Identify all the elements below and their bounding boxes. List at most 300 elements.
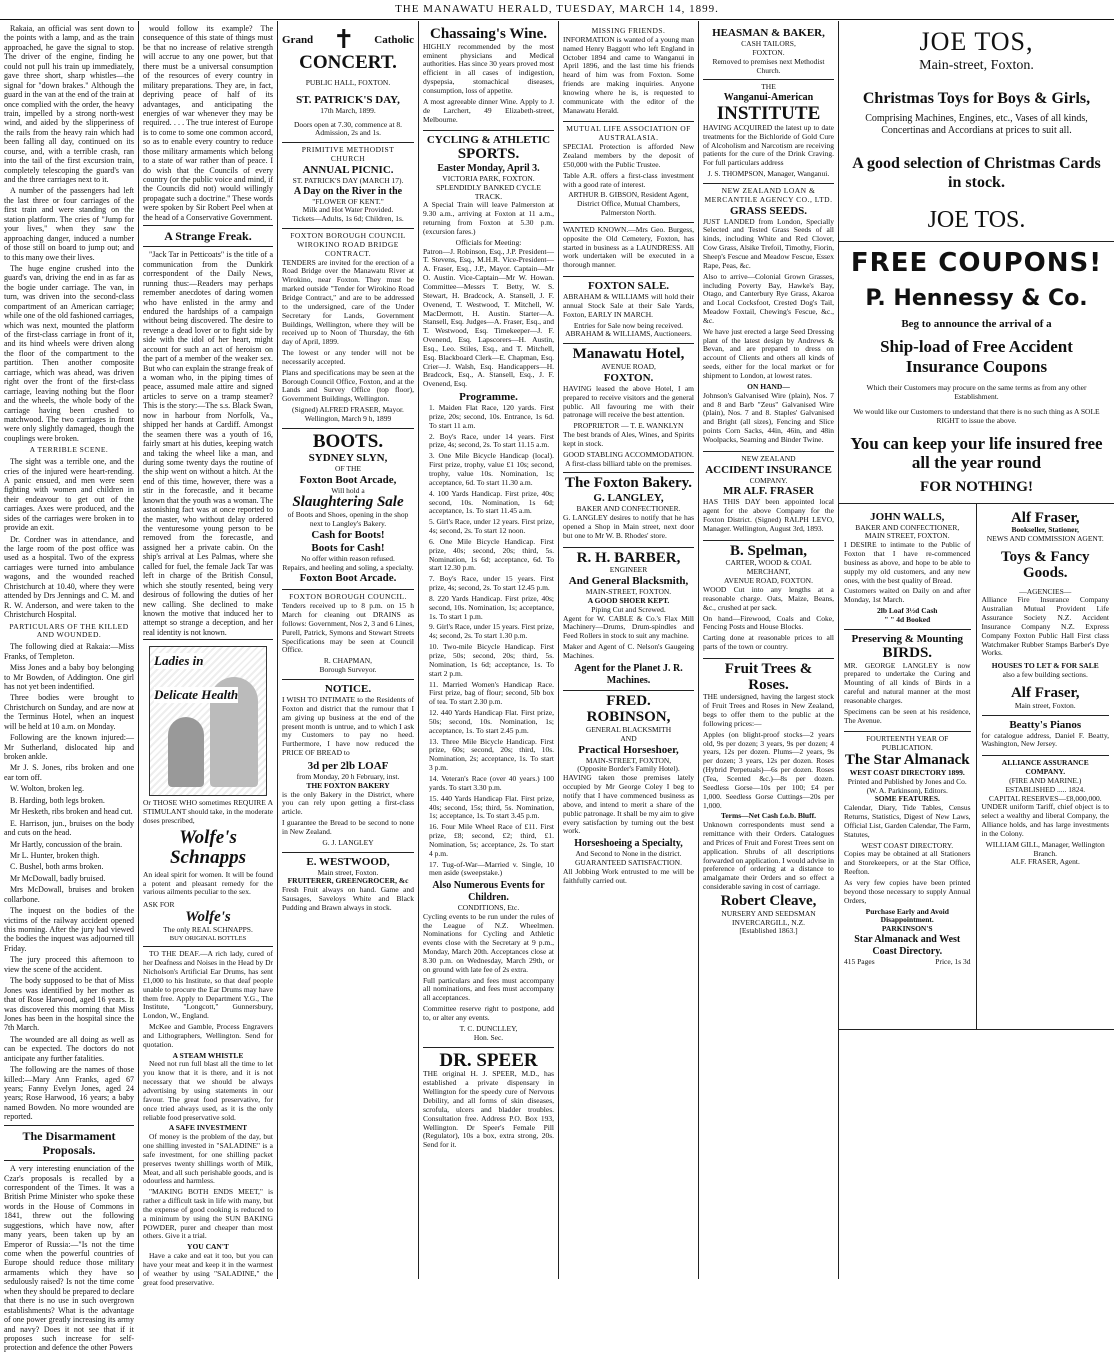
stock-sale-advert (563, 277, 694, 344)
advert-title: The Star Almanack (844, 753, 971, 769)
advert-text: We would like our Customers to understand that there is no such thing as A SOLE RIGHT to issue the above. (845, 408, 1108, 426)
advert-text: UNDER uniform Tariff, chief object is to select a wealthy and liberal Company, the Alliance holds, and has large investments in the Colony. (982, 803, 1110, 838)
advert-text: FOURTEENTH YEAR OF PUBLICATION. (844, 735, 971, 753)
programme-event: 13. Three Mile Bicycle Handicap. First prize, 60s; second, 20s; third, 10s. Nomination, 2s; acceptance, 1s. To start 3 p.m. (423, 738, 554, 773)
advert-text: A GOOD SHOER KEPT. (563, 597, 694, 606)
programme-event: 12. 440 Yards Handicap Flat. First prize, 50s; second, 10s. Nomination, 1s; acceptance, 1s. To start 2.45 p.m. (423, 709, 554, 736)
column-6 (699, 21, 839, 1279)
advert-title: FREE COUPONS! (845, 248, 1108, 279)
joe-tos-advert (839, 21, 1114, 242)
advert-text: Christmas Toys for Boys & Girls, (845, 90, 1108, 109)
advert-text: Entries for Sale now being received. (563, 322, 694, 331)
advert-text: WOOD Cut into any lengths at a reasonable charge. Oats, Maize, Beans, &c., crushed at per sack. (703, 586, 834, 613)
advert-text: MAIN-STREET, FOXTON, (563, 757, 694, 766)
advert-text: Plans and specifications may be seen at the Borough Council Office, Foxton, and at the Lands and Survey Office (top floor), Government Buildings, Wellington. (282, 369, 414, 404)
article-paragraph: The jury proceed this afternoon to view the scene of the accident. (4, 955, 134, 974)
advert-text: ENGINEER (563, 566, 694, 575)
advert-title: MUTUAL LIFE ASSOCIATION OF AUSTRALASIA. (563, 125, 694, 143)
advert-text: ACCIDENT INSURANCE (703, 464, 834, 477)
article-paragraph: Rakaia, an official was sent down to the points with a lamp, and as the train approached, he gave the signal to stop. The driver of the engine, finding he could not pull his train up immediately, gave three short, sharp whistles—the signal for "down brakes." Although the guard in the van at the end of the train at once complied with the order, the heavy train, impelled by a strong north-west wind, and aided by the slipperiness of the rails from the heavy rain which had been falling all day, continued on its course, and, with a terrible crash, ran into the tail of the first excursion train, completely telescoping the guard's van and the three carriages next to it. (4, 24, 134, 184)
advert-title: HEASMAN & BAKER, (703, 27, 834, 40)
advert-text: AND (563, 735, 694, 744)
advert-text: Preserving & Mounting (844, 633, 971, 646)
advert-text: FOXTON. (703, 49, 834, 58)
advert-text: Ship-load of Free Accident Insurance Coupons (845, 337, 1108, 376)
advert-text: Maker and Agent of C. Nelson's Gaugeing Machines. (563, 643, 694, 661)
advert-text: CASH TAILORS, (703, 40, 834, 49)
advert-text: Fresh Fruit always on hand. Game and Sausages, Saveloys White and Black Pudding and Brawn always in stock. (282, 886, 414, 913)
programme-event: 8. 220 Yards Handicap. First prize, 40s; second, 10s. Nomination, 1s; acceptance, 1s. To start 1 p.m. (423, 595, 554, 622)
advert-title: CONCERT. (282, 53, 414, 73)
advert-text: THE undersigned, having the largest stock of Fruit Trees and Roses in New Zealand, begs to offer them to the public at the following prices:— (703, 693, 834, 728)
article-paragraph: The body supposed to be that of Miss Jones was identified by her mother as that of Rose Harwood, aged 16 years. It was discovered this morning that Miss Jones has been in the hospital since the 7th March. (4, 976, 134, 1033)
advert-text: Officials for Meeting: (423, 239, 554, 248)
advert-text: Full particulars and fees must accompany all nominations, and fees must accompany all acceptances. (423, 977, 554, 1004)
advert-text: P. Hennessy & Co. (845, 286, 1108, 312)
advert-text: MAIN-STREET, FOXTON. (563, 588, 694, 597)
advert-text: District Office, Mutual Chambers, Palmerston North. (563, 200, 694, 218)
advert-text: Foxton Boot Arcade. (282, 572, 414, 585)
column-7 (839, 21, 1114, 1279)
advert-text: Customers waited on Daily on and after Monday, 1st March. (844, 587, 971, 605)
advert-text: Slaughtering Sale (282, 495, 414, 511)
advert-text: from Monday, 20 h February, inst. (282, 773, 414, 782)
advert-title: Alf Fraser, (982, 686, 1110, 702)
advert-text: CAPITAL RESERVES—£8,000,000. (982, 795, 1110, 804)
advert-text: Price, 1s 3d (935, 958, 970, 967)
article-paragraph: Mr L. Hunter, broken thigh. (4, 851, 134, 860)
article-paragraph: The wounded are all doing as well as can be expected. The doctors do not anticipate any further fatalities. (4, 1035, 134, 1063)
advert-text: The best brands of Ales, Wines, and Spirits kept in stock. (563, 431, 694, 449)
article-paragraph: "Jack Tar in Petticoats" is the title of a communication from the Dunkirk correspondent of the Daily News, running thus:—Readers may perhaps remember anecdotes of daring women who have enlisted in the army and endured the hardships of a campaign without being discovered. The desire to revenge a dead lover or to fight side by side with the idol of her heart, might account for such an act of heroism on the part of a member of the weaker sex. But who can explain the strange freak of a woman who, in the piping times of peace, assumed male attire and signed articles to serve on a tramp steamer? This is the story:—The s.s. Black Swan, now in harbour from Norfolk, Va., shipped her hands at Cardiff. Amongst the seamen there was a youth of 16, fairly smart at his duties, keeping watch and taking the wheel like a man, and during some twenty days the routine of the ship went on without a hitch. At the end of this time, however, there was a stir in the forecastle, and it became known that the youth was a woman. The astonishing fact was at once reported to the master, who without delay ordered the venturesome young person to be removed from the forecastle, and assigned her a private cabin. On the ship's arrival at Les Palmas, where she called for fuel, the female Jack Tar was left in charge of the British Consul, which she stoutly resented, being very desirous of following the duties of her new calling. She declined to make known the motive that induced her to attempt so strange a deception, and her real identity is not known. (143, 250, 273, 637)
article-paragraph: B. Harding, both legs broken. (4, 796, 134, 805)
advert-text: ALF. FRASER, Agent. (982, 858, 1110, 867)
advert-text: PRIMITIVE METHODIST (282, 146, 414, 155)
accident-insurance-advert (703, 452, 834, 541)
fruit-trees-advert (703, 659, 834, 940)
advert-title: FOXTON SALE. (563, 280, 694, 293)
article-paragraph: The following are the names of those killed:—Mary Ann Franks, aged 67 years; Fanny Evelyn Jones, aged 24 years; Rose Harwood, 16 years; a baby named Bowden. No more wounded are reported. (4, 1065, 134, 1122)
advert-title: Fruit Trees & Roses. (703, 662, 834, 694)
illustration-caption: Ladies in (154, 653, 203, 668)
advert-text: Terms—Net Cash f.o.b. Bluff. (703, 812, 834, 821)
advert-text: Patron—J. Robinson, Esq., J.P. President—T. Stevens, Esq., M.H.R. Vice-President—A. Fraser, Esq., J.P., Mayor. Captain—Mr O. Austin. Vice-Captain—Mr W. Howan. Committee—Messrs T. Betty, W. S. Stewart, H. Bradcock, A. Stansell, J. F. Ovenend, T. Westwood, T. Mitchell, W. MacDermott, H. Austin. Starter—A. Stansell, Esq. Judges—A. Fraser, Esq., and T. Westwood, Esq. Timekeeper—J. F. Ovenend, Esq. Lapscorers—H. Austin, Esq., Leo. Stiles, Esq., and T. Mitchell, Esq. Blackboard Clerk—E. Chapman, Esq. Crier—J. Walsh, Esq. Handicappers—H. Bradcock, Esq., A. Stansell, Esq., J. F. Ovenend, Esq. (423, 248, 554, 390)
article-headline: A Strange Freak. (143, 229, 273, 243)
advert-text: WANTED KNOWN.—Mrs Geo. Burgess, opposite the Old Cemetery, Foxton, has started in business as a LAUNDRESS. All work undertaken will be executed in a thorough manner. (563, 226, 694, 270)
article-paragraph: A number of the passengers had left the last three or four carriages of the first train and were standing on the station platform. The cries of "Jump for your lives," when they saw the approaching danger, induced a number of those still on board to jump out; and to this many owe their lives. (4, 186, 134, 262)
advert-title: INSTITUTE (703, 104, 834, 124)
advert-text: Which their Customers may procure on the same terms as from any other Establishment. (845, 384, 1108, 402)
schnapps-advert (143, 639, 273, 947)
advert-text: Main street, Foxton. (282, 869, 414, 878)
advert-title: JOE TOS. (845, 206, 1108, 234)
advert-title: BOOTS. (282, 432, 414, 452)
article-paragraph: Mr Hartly, concussion of the brain. (4, 840, 134, 849)
hotel-advert (563, 344, 694, 473)
article-paragraph: The following died at Rakaia:—Miss Franks, of Templeton. (4, 642, 134, 661)
advert-text: Hon. Sec. (423, 1034, 554, 1043)
article-paragraph: Mrs McDowall, bruises and broken collarbone. (4, 885, 134, 904)
drains-tender-advert (282, 590, 414, 680)
advert-text: PARKINSON'S (844, 925, 971, 934)
advert-text: FRUITERER, GREENGROCER, &c (282, 877, 414, 886)
advert-text: (Signed) ALFRED FRASER, Mayor. (282, 406, 414, 415)
notice-text: Have a cake and eat it too, but you can have your meat and keep it in the warmest of weather by using "SALADINE," the great food preservative. (143, 1252, 273, 1287)
advert-text: (Opposite Border's Family Hotel). (563, 765, 694, 774)
advert-title: ANNUAL PICNIC. (282, 164, 414, 177)
advert-text: Cycling events to be run under the rules of the League of N.Z. Wheelmen. Nominations for Cycling and Athletic events close with the Secretary at 9 p.m., Monday, March 20th. Acceptances close at 8.30 p.m. on Wednesday, March 29th, or on ground with late fee of 2s extra. (423, 913, 554, 975)
advert-text: I DESIRE to intimate to the Public of Foxton that I have re-commenced business as above, and hope to be able to supply my old customers, and any new ones, with the best quality of Bread. (844, 541, 971, 585)
advert-text: Also Numerous Events for Children. (423, 880, 554, 904)
advert-text: 17th March, 1899. (282, 107, 414, 116)
programme-event: 5. Girl's Race, under 12 years. First prize, 4s; second, 2s. To start 12 noon. (423, 518, 554, 536)
alf-fraser-advert (982, 508, 1110, 716)
advert-text: J. S. THOMPSON, Manager, Wanganui. (703, 170, 834, 179)
advert-text: COMPANY. (703, 477, 834, 486)
birds-advert (844, 630, 971, 733)
article-paragraph: Miss Jones and a baby boy belonging to Mr Bowden, of Addington. One girl has not yet been indentified. (4, 663, 134, 691)
bakery-notice-advert (282, 680, 414, 853)
masthead-title: THE MANAWATU HERALD, TUESDAY, MARCH 14, 1899. (395, 3, 719, 15)
advert-text: Bookseller, Stationer, (982, 526, 1110, 535)
advert-text: JUST LANDED from London, Specially Selected and Tested Grass Seeds of all kinds, including White and Red Clover, Cow Grass, Alsike Trefoil, Timothy, Fiorin, Sheep's Fescue and Meadow Fescue, Essex Rape, Peas, &c. (703, 218, 834, 271)
advert-text: CONDITIONS, Etc. (423, 904, 554, 913)
advert-text: NEW ZEALAND LOAN & MERCANTILE AGENCY CO., LTD. (703, 187, 834, 205)
advert-text: You can keep your life insured free all the year round (845, 434, 1108, 473)
advert-text: Apples (on blight-proof stocks—2 years old, 9s per dozen; 3 years, 9s per dozen; 4 years, 12s per dozen. Plums—2 years, 9s per dozen; 3 years, 12s per dozen. Roses (Hybrid Perpetuals)—6s per dozen. Roses (Tea, Scented &c.)—8s per dozen. Seedless Gorse—10s per 100; £4 per 1,000. Seedless Gorse Cuttings—20s per 1,000. (703, 731, 834, 811)
section-subhead: A TERRIBLE SCENE. (4, 446, 134, 455)
advert-title: JOE TOS, (845, 27, 1108, 58)
advert-text: Printed and Published by Jones and Co. (W. A. Parkinson), Editors. (844, 778, 971, 796)
advert-text: G. LANGLEY desires to notify that he has opened a Shop in Main street, next door but one to Mr W. B. Rhodes' store. (563, 514, 694, 541)
advert-title: ALLIANCE ASSURANCE COMPANY. (982, 759, 1110, 777)
column-5 (559, 21, 699, 1279)
advert-text: Wellington, March 9 h, 1899 (282, 415, 414, 424)
advert-text: PROPRIETOR — T. E. WANKLYN (563, 422, 694, 431)
foxton-bakery-advert (563, 473, 694, 547)
masthead (0, 0, 1114, 20)
advert-text: Practical Horseshoer, (563, 744, 694, 757)
advert-text: Doors open at 7.30, commence at 8. (282, 121, 414, 130)
advert-text: Cash for Boots! (282, 529, 414, 542)
advert-text: THE original H. J. SPEER, M.D., has established a private dispensary in Wellington for the speedy cure of Nervous Debility, and all forms of skin diseases, scrofula, ulcers and bladder troubles. Consultation free. Address P.O. Box 193, Wellington. Dr Speer's Female Pill (Regulator), 10s a box, extra strong, 20s. Send for it. (423, 1070, 554, 1150)
laundress-advert (563, 223, 694, 277)
advert-text: BAKER AND CONFECTIONER, (844, 524, 971, 533)
advert-text: G. LANGLEY, (563, 492, 694, 505)
advert-title: B. Spelman, (703, 544, 834, 560)
advert-text: " " 4d Booked (844, 616, 971, 625)
advert-text: T. C. DUNCLLEY, (423, 1025, 554, 1034)
robinson-advert (563, 691, 694, 891)
advert-text: All Jobbing Work entrusted to me will be faithfully carried out. (563, 868, 694, 886)
advert-text: And Second to None in the district. (563, 850, 694, 859)
advert-text: Purchase Early and Avoid Disappointment. (844, 908, 971, 926)
article-paragraph: would follow its example? The consequence of this state of things must be that no increase of relative strength will accrue to any one power, but that there must be a universal consumption of the resources of every country in military preparations. They are, in fact, depriving peace of half of its advantages, and anticipating the energies of war whenever they may be required. . . . The true interest of Europe is to come to some one common accord, so as to enable every country to reduce those military armaments which belong to a state of war rather than of peace. I do wish that the Councils of every country (or the public voice and mind, if the Councils did not) would willingly propagate such a doctrine." These words were spoken by Sir Robert Peel when at the head of a Conservative Government. (143, 24, 273, 222)
deaf-notice: TO THE DEAF.—A rich lady, cured of her Deafness and Noises in the Head by Dr Nicholson's Artificial Ear Drums, has sent £1,000 to his Institute, so that deaf people unable to procure the Ear Drums may have them free. Apply to Department Y.G., The Institute, "Longcott," Gunnersbury, London, W., England. (143, 950, 273, 1021)
notice-text: "MAKING BOTH ENDS MEET," is rather a difficult task in life with many, but the expense of good cooking is reduced to a minimum by using the SUN BAKING POWDER, purer and cheaper than most others. Give it a trial. (143, 1188, 273, 1241)
advert-text: CHURCH (282, 155, 414, 164)
advert-text: Carting done at reasonable prices to all parts of the town or country. (703, 634, 834, 652)
article-paragraph: The huge engine crushed into the guard's van, driving the end in as far as the bogie under carriage. The van, in turn, was driven into the second-class compartment of an American carriage; while one of the old fashioned carriages, which was next, mounted the platform of the first-class carriage in front of it, and its hind wheels were driven along the floor of the compartment to the partition. Then another composite carriage, which was ahead, was driven right over the front of the first-class carriage, leaving nothing but the floor and the wheels, the whole body of the carriage having been crushed to matchwood. The two carriages in front were only slightly damaged, though the couplings were broken. (4, 264, 134, 443)
programme-event: 1. Maiden Flat Race, 120 yards. First prize, 20s; second, 10s. Entrance, 1s 6d. To start 11 a.m. (423, 404, 554, 431)
advert-text: Horseshoeing a Specialty, (563, 838, 694, 850)
advert-text: Copies may be obtained at all Stationers and Storekeepers, or at the Star Office, Reefton. (844, 850, 971, 877)
advert-text: "FLOWER OF KENT." (282, 198, 414, 207)
article-paragraph: W. Wolton, broken leg. (4, 784, 134, 793)
programme-event: 14. Veteran's Race (over 40 years.) 100 yards. To start 3.30 p.m. (423, 775, 554, 793)
article-paragraph: C. Bushel, both arms broken. (4, 862, 134, 871)
advert-text: G. J. LANGLEY (282, 839, 414, 848)
programme-event: 16. Four Mile Wheel Race of £11. First prize, £8; second, £2; third, £1. Nomination, 5s; acceptance, 2s. To start 4 p.m. (423, 823, 554, 858)
advert-title: FRED. ROBINSON, (563, 694, 694, 726)
advert-text: Tenders received up to 8 p.m. on 15 h March for cleaning out DRAINS as follows: Government, Nos 2, 3 and 6 Lines, Purell, Patrick, Symons and Stewart Streets Specifications may be seen at Council Office. (282, 602, 414, 655)
advert-text: Also to arrive—Colonial Grown Grasses, including Poverty Bay, Hawke's Bay, Otago, and Canterbury Rye Grass, Akaroa and Local Cocksfoot, Crested Dog's Tail, Meadow Foxtail, Chewing's Fescue, &c., &c. (703, 273, 834, 326)
advert-text: A good selection of Christmas Cards in stock. (845, 155, 1108, 193)
advert-text: Agent for W. CABLE & Co.'s Flax Mill Machinery—Drums, Drum-spindles and Feed Rollers in stock to suit any machine. (563, 615, 694, 642)
advert-text: (FIRE AND MARINE.) (982, 777, 1110, 786)
advert-text: Alliance Fire Insurance Company Australian Mutual Provident Life Assurance Society N.Z. Accident Insurance Company N.Z. Express Company Foxton Public Hall First class Watchmaker Rubber Stamps Barber's Dye Works. (982, 596, 1110, 658)
concert-advert (282, 24, 414, 143)
advert-text: GOOD STABLING ACCOMMODATION. (563, 451, 694, 460)
programme-event: 2. Boy's Race, under 14 years. First prize, 4s; second, 2s. To start 11.15 a.m. (423, 433, 554, 451)
spelman-advert (703, 541, 834, 659)
advert-text: Grand (282, 34, 313, 47)
advert-title: R. H. BARBER, (563, 551, 694, 567)
advert-text: An ideal spirit for women. It will be found a potent and pleasant remedy for the various ailments peculiar to the sex. (143, 871, 273, 898)
article-paragraph: The sight was a terrible one, and the cries of the injured were heart-rending. A panic ensued, and men were seen fighting with women and children in their endeavour to get out of the carriages. Axes were produced, and the sides of the carriages were broken in to provide an exit. (4, 457, 134, 533)
advert-text: VICTORIA PARK, FOXTON. (423, 175, 554, 184)
advert-title: DR. SPEER (423, 1051, 554, 1071)
advert-text: SOME FEATURES. (844, 795, 971, 804)
barber-engineer-advert (563, 548, 694, 692)
article-paragraph: A very interesting enunciation of the Czar's proposals is recalled by a correspondent of the Times. It was a British Prime Minister who spoke these words in the House of Commons in 1841, threw out the following suggestions, which have now, after many years, been taken up by an Emperor of Russia:—"Is not the time come when the powerful countries of Europe should reduce those military armaments which they have so sedulously raised? Is not the time come when they should be prepared to declare that there is no use in such overgrown establishments? What is the advantage of one power greatly increasing its army and navy? Does it not see that if it proposes such increase for self-protection and defence the other Powers (4, 1164, 134, 1353)
advert-text: ABRAHAM & WILLIAMS will hold their annual Stock Sale at their Sale Yards, Foxton, EARLY IN MARCH. (563, 293, 694, 320)
advert-text: R. CHAPMAN, (282, 657, 414, 666)
article-paragraph: Three bodies were brought to Christchurch on Sunday, and are now at the Terminus Hotel, when an inquest will be held at 10 a.m. on Monday. (4, 693, 134, 731)
programme-event: 17. Tug-of-War—Married v. Single, 10 men aside (sweepstake.) (423, 861, 554, 879)
advert-text: Removed to premises next Methodist Church. (703, 58, 834, 76)
advert-text: WEST COAST DIRECTORY 1899. (844, 769, 971, 778)
advert-text: is the only Bakery in the District, where you can rely upon getting a first-class article. (282, 791, 414, 818)
advert-text: A first-class billiard table on the premises. (563, 460, 694, 469)
fruiterer-advert (282, 853, 414, 919)
advert-text: BAKER AND CONFECTIONER. (563, 505, 694, 514)
advert-text: Committee reserve right to postpone, add to, or alter any events. (423, 1005, 554, 1023)
advert-text: BUY ORIGINAL BOTTLES (143, 935, 273, 943)
advert-text: WIROKINO ROAD BRIDGE CONTRACT. (282, 241, 414, 259)
advert-text: HAVING leased the above Hotel, I am prepared to receive visitors and the general public. All favouring me with their patronage will receive the best attention. (563, 385, 694, 420)
advert-text: Piping Cut and Screwed. (563, 606, 694, 615)
boots-advert (282, 429, 414, 591)
advert-text: FOXTON BOROUGH COUNCIL. (282, 593, 414, 602)
advert-text: A most agreeable dinner Wine. Apply to J. de Larchert, 49 Elizabeth-street, Melbourne. (423, 98, 554, 125)
advert-text: I WISH TO INTIMATE to the Residents of Foxton and district that the rumour that I am giving up business at the end of the present month is untrue, and to which I ask my Customers to pay no heed. Furthermore, I have now reduced the PRICE OF BREAD to (282, 696, 414, 758)
advert-text: Foxton Boot Arcade, (282, 474, 414, 487)
advert-title: NOTICE. (282, 683, 414, 696)
programme-event: 4. 100 Yards Handicap. First prize, 40s; second, 10s. Nomination, 1s 6d; acceptance, 1s. To start 11.45 a.m. (423, 490, 554, 517)
article-paragraph: Following are the known injured:—Mr Sutherland, dislocated hip and broken ankle. (4, 733, 134, 761)
advert-title: Beatty's Pianos (982, 719, 1110, 732)
advert-text: HAVING ACQUIRED the latest up to date treatments for the Bichloride of Gold Cure of Alcoholism and Narcotism are receiving patients for the cure of the Drink Craving. For full particulars address (703, 124, 834, 168)
advert-text: Wanganui-American (703, 92, 834, 104)
programme-event: 15. 440 Yards Handicap Flat. First prize, 40s; second, 15s; third, 5s. Nomination, 1s; acceptance, 1s. To start 3.45 p.m. (423, 795, 554, 822)
advert-text: On hand—Firewood, Coals and Coke, Fencing Posts and House Blocks. (703, 615, 834, 633)
section-subhead: PARTICULARS OF THE KILLED AND WOUNDED. (4, 623, 134, 641)
advert-text: FOXTON. (563, 372, 694, 385)
programme-event: 10. Two-mile Bicycle Handicap. First prize, 50s; second, 20s; third, 5s. Nomination, 1s 6d; acceptance, 1s. To start 2 p.m. (423, 643, 554, 678)
advert-text: INVERCARGILL, N.Z. (703, 919, 834, 928)
advert-text: GUARANTEED SATISFACTION. (563, 859, 694, 868)
advert-text: HIGHLY recommended by the most eminent physicians and Medical authorities. Has since 30 years proved most efficient in all cases of indigestion, dyspepsia, stomachical diseases, consumption, loss of appetite. (423, 43, 554, 96)
lady-figure-icon (168, 717, 204, 787)
advert-title: E. WESTWOOD, (282, 856, 414, 869)
advert-text: As very few copies have been printed beyond those necessary to supply Annual Orders, (844, 879, 971, 906)
programme-heading: Programme. (423, 391, 554, 404)
advert-text: CARTER, WOOD & COAL MERCHANT, (703, 559, 834, 577)
advert-title: Chassaing's Wine. (423, 27, 554, 43)
advert-text: A Day on the River in the (282, 186, 414, 198)
advert-text: ST. PATRICK'S DAY, (282, 94, 414, 107)
advert-text: HAS THIS DAY been appointed local agent for the above Company for the Foxton District. (Signed) RALPH LEVO, Manager. Wellington, August 3rd, 1893. (703, 498, 834, 533)
grass-seeds-advert (703, 184, 834, 452)
advert-text: Milk and Hot Water Provided. (282, 206, 414, 215)
advert-text: ESTABLISHED ..... 1824. (982, 786, 1110, 795)
advert-title: The Foxton Bakery. (563, 476, 694, 492)
advert-text: FOXTON BOROUGH COUNCIL (282, 232, 414, 241)
advert-text: of Boots and Shoes, opening in the shop next to Langley's Bakery. (282, 511, 414, 529)
engravers-notice: McKee and Gamble, Process Engravers and Lithographers, Wellington. Send for quotation. (143, 1023, 273, 1050)
advert-title: BIRDS. (844, 646, 971, 662)
advert-text: Unknown correspondents must send a remittance with their Orders. Catalogues and Prices of Fruit and Forest Trees sent on application. Shrubs of all descriptions forwarded on application. I would advise in preference of ordering at a distance to amalgamate their Orders and so effect a considerable saving in cost of carriage. (703, 821, 834, 892)
advert-text: Toys & Fancy Goods. (982, 550, 1110, 582)
advert-text: Admission, 2s and 1s. (282, 129, 414, 138)
wine-advert (423, 24, 554, 131)
lower-right-col-a (839, 504, 977, 1029)
advert-text: WILLIAM GILL, Manager, Wellington Branch. (982, 841, 1110, 859)
notice-heading: A SAFE INVESTMENT (143, 1124, 273, 1133)
column-4 (419, 21, 559, 1279)
lower-right-col-b (977, 504, 1114, 1029)
advert-title: GRASS SEEDS. (703, 205, 834, 218)
brand-name: Wolfe's (143, 828, 273, 848)
missing-friends-advert (563, 24, 694, 122)
advert-text: NEWS AND COMMISSION AGENT. (982, 535, 1110, 544)
article-paragraph: E. Harrison, jun., bruises on the body and cuts on the head. (4, 819, 134, 838)
speer-advert (423, 1048, 554, 1157)
lower-right-adverts (839, 504, 1114, 1030)
advert-text: TENDERS are invited for the erection of a Road Bridge over the Manawatu River at Wirokino, near Foxton. They must be marked outside "Tender for Wirokino Road Bridge Contract," and are to be addressed to the undersigned, care of the Under Secretary for Lands, Government Buildings, Wellington, where they will be received up to Noon of Thursday, the 6th day of April, 1899. (282, 259, 414, 347)
advert-text: ASK FOR (143, 901, 273, 910)
advert-text: HOUSES TO LET & FOR SALE (982, 662, 1110, 671)
advert-text: I guarantee the Bread to be second to none in New Zealand. (282, 819, 414, 837)
advert-text: —AGENCIES— (982, 588, 1110, 597)
advert-text: We have just erected a large Seed Dressing plant of the latest design by Andrews & Bevan, and are prepared to dress on account of Clients and others all kinds of seeds, either for the local market or for shipment to London, at lowest rates. (703, 328, 834, 381)
programme-event: 9. Girl's Race, under 15 years. First prize, 4s; second, 2s. To start 1.30 p.m. (423, 623, 554, 641)
bridge-tender-advert (282, 229, 414, 429)
advert-text: ON HAND— (703, 383, 834, 392)
advert-text: NEW ZEALAND (703, 455, 834, 464)
article-paragraph: Mr Hesketh, ribs broken and head cut. (4, 807, 134, 816)
advert-title: Manawatu Hotel, (563, 347, 694, 363)
advert-title: SPORTS. (423, 147, 554, 163)
column-1 (0, 21, 139, 1279)
advert-text: A Special Train will leave Palmerston at 9.30 a.m., arriving at Foxton at 11 a.m., returning from Foxton at 5.30 p.m. (excursion fares.) (423, 201, 554, 236)
ladies-illustration (149, 646, 267, 796)
programme-event: 3. One Mile Bicycle Handicap (local). First prize, trophy, value £1 10s; second, trophy, value 10s. Nomination, 1s; acceptance, 6d. To start 11.30 a.m. (423, 452, 554, 487)
tailors-advert (703, 24, 834, 80)
advert-text: Easter Monday, April 3. (423, 163, 554, 175)
advert-text: SPLENDIDLY BANKED CYCLE TRACK. (423, 184, 554, 202)
advert-text: 415 Pages (844, 958, 875, 967)
advert-text: And General Blacksmith, (563, 575, 694, 588)
column-2 (139, 21, 278, 1279)
advert-text: Main street, Foxton. (982, 702, 1110, 711)
advert-text: AVENUE ROAD, FOXTON. (703, 577, 834, 586)
article-paragraph: The inquest on the bodies of the victims of the railway accident opened this morning. After the jury had viewed the bodies the inquest was adjourned till Friday. (4, 906, 134, 953)
advert-text: Tickets—Adults, 1s 6d; Children, 1s. (282, 215, 414, 224)
advert-text: Or THOSE WHO sometimes REQUIRE A STIMULANT should take, in the moderate doses prescribed, (143, 799, 273, 826)
advert-text: No offer within reason refused. (282, 555, 414, 564)
advert-text: THE FOXTON BAKERY (282, 782, 414, 791)
institute-advert (703, 80, 834, 184)
column-3 (278, 21, 419, 1279)
advert-text: OF THE (282, 465, 414, 474)
notice-text: Of money is the problem of the day, but one shilling invested in "SALADINE" is a safe investment, for one shilling packet preserves twenty shillings worth of Milk, Meat, and all such perishable goods, and is odourless and harmless. (143, 1133, 273, 1186)
advert-title: JOHN WALLS, (844, 511, 971, 524)
brand-name: Schnapps (143, 848, 273, 868)
walls-bakery-advert (844, 508, 971, 630)
advert-text: ABRAHAM & WILLIAMS, Auctioneers. (563, 330, 694, 339)
cross-icon: ✝ (333, 27, 355, 53)
advert-text: Beg to announce the arrival of a (845, 318, 1108, 331)
advert-text: SPECIAL Protection is afforded New Zealand members by the deposit of £50,000 with the Public Trustee. (563, 143, 694, 170)
advert-text: 3d per 2lb LOAF (282, 760, 414, 773)
free-coupons-advert (839, 242, 1114, 504)
advert-text: Main-street, Foxton. (845, 58, 1108, 75)
programme-event: 6. One Mile Bicycle Handicap. First prize, 40s; second, 20s; third, 5s. Nomination, 1s 6d; acceptance, 6d. To start 12.30 p.m. (423, 538, 554, 573)
article-headline: The Disarmament Proposals. (4, 1129, 134, 1157)
advert-text: THE (703, 83, 834, 92)
advert-text: MAIN STREET, FOXTON. (844, 532, 971, 541)
advert-text: for catalogue address, Daniel F. Beatty, Washington, New Jersey. (982, 732, 1110, 750)
programme-event: 11. Married Women's Handicap Race. First prize, bag of flour; second, 5lb box of tea. To start 2.30 p.m. (423, 681, 554, 708)
advert-text: Johnson's Galvanised Wire (plain), Nos. 7 and 8 and Barb "Zeus" Galvanised Wire (plain), Nos. 7 and 8. Staples' Galvanised and Bright (all sizes), Fencing and Slice points Corn Sacks, 44in, 46in, and 48in Woolpacks, Seaming and Binder Twine. (703, 392, 834, 445)
brand-name: Wolfe's (143, 910, 273, 926)
newspaper-page (0, 21, 1114, 1279)
advert-text: PUBLIC HALL, FOXTON. (282, 79, 414, 88)
advert-title: MISSING FRIENDS. (563, 27, 694, 36)
alliance-assurance-advert (982, 756, 1110, 871)
article-paragraph: Dr. Cordner was in attendance, and the large room of the post office was used as a hospital. Two of the express carriages were turned into ambulance wagons, and the wounded reached Christchurch at 10.40, where they were attended by Drs Jennings and C. M. and R. W. Anderson, and were taken to the Christchurch Hospital. (4, 535, 134, 620)
article-paragraph: Mr McDowall, badly bruised. (4, 874, 134, 883)
advert-text: ST. PATRICK'S DAY (MARCH 17). (282, 177, 414, 186)
sports-advert (423, 131, 554, 1047)
advert-text: Agent for the Planet J. R. Machines. (563, 663, 694, 687)
advert-text: HAVING taken those premises lately occupied by Mr George Coley I beg to notify that I have commenced business as above, and intend to merit a share of the public patronage. It shall be my aim to give every satisfaction by turning out the best work. (563, 774, 694, 836)
programme-event: 7. Boy's Race, under 15 years. First prize, 4s; second, 2s. To start 12.45 p.m. (423, 575, 554, 593)
advert-text: NURSERY AND SEEDSMAN (703, 910, 834, 919)
article-paragraph: Mr J. S. Jones, ribs broken and one ear torn off. (4, 763, 134, 782)
advert-title: Robert Cleave, (703, 894, 834, 910)
advert-text: MR. GEORGE LANGLEY is now prepared to undertake the Curing and Mounting of all kinds of Birds in a careful and natural manner at the most reasonable charges. (844, 662, 971, 706)
advert-text: Calendar, Diary, Tide Tables, Census Returns, Statistics, Digest of New Laws, Official List, Garden Calendar, The Farm, Statutes, (844, 804, 971, 839)
beatty-pianos-advert (982, 716, 1110, 757)
advert-text: The only REAL SCHNAPPS. (143, 926, 273, 935)
advert-text: Star Almanack and West Coast Directory. (844, 934, 971, 958)
advert-text: FOR NOTHING! (845, 479, 1108, 497)
advert-text: Borough Surveyor. (282, 666, 414, 675)
advert-text: SYDNEY SLYN, (282, 452, 414, 465)
